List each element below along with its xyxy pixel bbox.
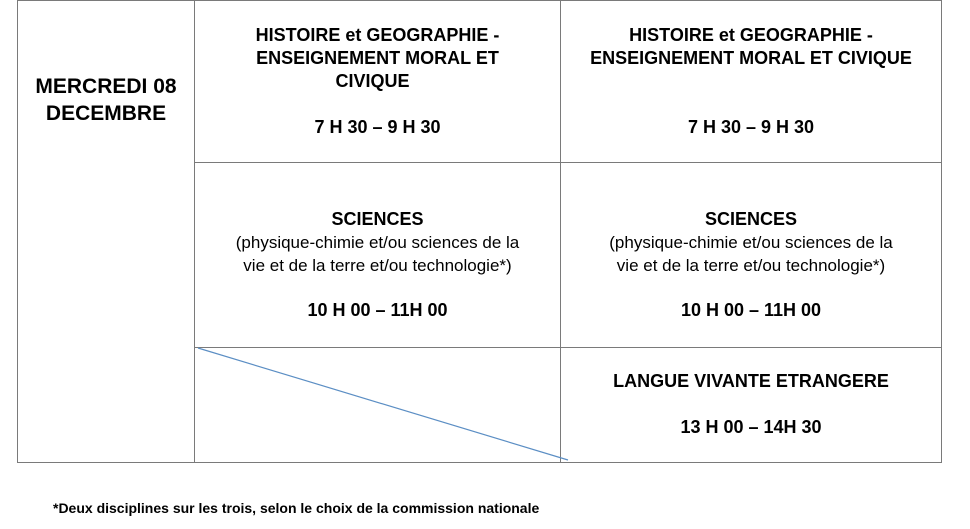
table-border-bottom: [17, 462, 942, 463]
time-slot: 13 H 00 – 14H 30: [680, 417, 822, 437]
subject-title-line: ENSEIGNEMENT MORAL ET: [256, 48, 499, 68]
day-label-line-2: DECEMBRE: [45, 102, 167, 125]
subject-description-line: (physique-chimie et/ou sciences de la: [609, 233, 893, 252]
table-border-left: [17, 0, 18, 463]
sciences-cell-left: [195, 208, 560, 321]
subject-description-line: (physique-chimie et/ou sciences de la: [235, 233, 520, 252]
subject-title: SCIENCES: [704, 209, 798, 229]
subject-title-line: HISTOIRE et GEOGRAPHIE -: [255, 25, 500, 45]
subject-title-line: ENSEIGNEMENT MORAL ET CIVIQUE: [590, 48, 912, 68]
row-divider-2: [194, 347, 942, 348]
language-cell: [561, 370, 941, 438]
subject-title: LANGUE VIVANTE ETRANGERE: [613, 371, 889, 391]
sciences-cell-right: [561, 208, 941, 321]
exam-schedule-table: [17, 0, 942, 463]
history-cell-left: [195, 24, 560, 138]
day-label-line-1: MERCREDI 08: [35, 75, 177, 98]
row-divider-1: [194, 162, 942, 163]
table-border-top: [17, 0, 942, 1]
subject-title: SCIENCES: [331, 209, 424, 229]
time-slot: 10 H 00 – 11H 00: [680, 300, 822, 320]
table-border-right: [941, 0, 942, 463]
subject-title-line: CIVIQUE: [335, 71, 410, 91]
footnote: *Deux disciplines sur les trois, selon le choix de la commission nationale: [53, 500, 540, 516]
time-slot: 7 H 30 – 9 H 30: [687, 117, 815, 137]
time-slot: 7 H 30 – 9 H 30: [314, 117, 441, 137]
history-cell-right: [561, 24, 941, 138]
day-cell: [18, 73, 194, 127]
subject-description-line: vie et de la terre et/ou technologie*): [243, 256, 512, 275]
subject-title-line: HISTOIRE et GEOGRAPHIE -: [629, 25, 873, 45]
subject-description-line: vie et de la terre et/ou technologie*): [616, 256, 886, 275]
time-slot: 10 H 00 – 11H 00: [307, 300, 448, 320]
